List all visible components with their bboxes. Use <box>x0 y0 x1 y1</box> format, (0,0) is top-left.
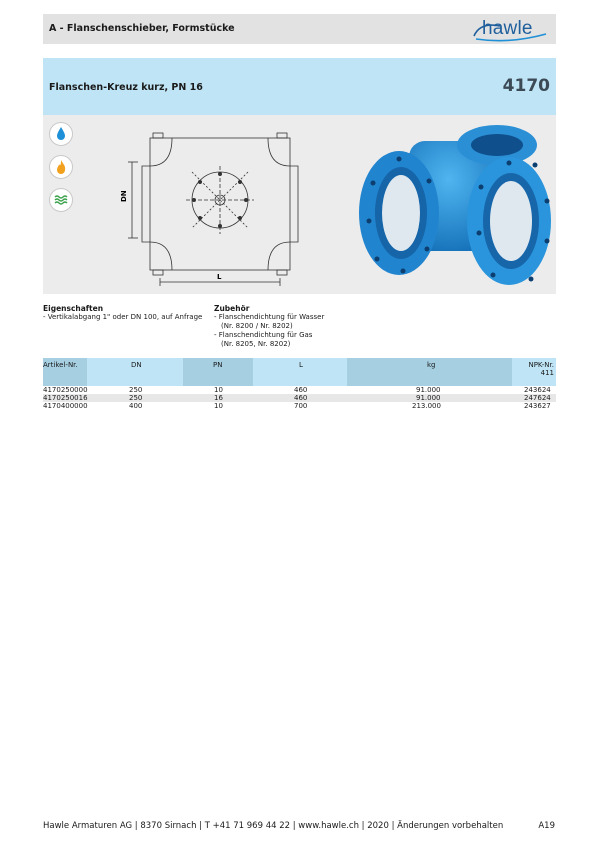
table-row: 4170250016 250 16 460 91.000 247624 <box>43 394 556 402</box>
product-bar <box>43 58 556 115</box>
wave-icon <box>49 188 73 212</box>
zubehoer-item: (Nr. 8200 / Nr. 8202) <box>221 322 293 330</box>
header-kg: kg <box>347 358 512 386</box>
eigenschaften-item: - Vertikalabgang 1" oder DN 100, auf Anfrage <box>43 313 203 321</box>
zubehoer-item: - Flanschendichtung für Wasser <box>214 313 325 321</box>
eigenschaften-title: Eigenschaften <box>43 304 104 313</box>
hawle-logo <box>470 16 550 42</box>
section-title: A - Flanschenschieber, Formstücke <box>49 23 235 34</box>
product-number: 4170 <box>502 76 550 96</box>
zubehoer-item: (Nr. 8205, Nr. 8202) <box>221 340 291 348</box>
zubehoer-item: - Flanschendichtung für Gas <box>214 331 313 339</box>
header-dn: DN <box>131 361 142 369</box>
zubehoer-title: Zubehör <box>214 304 250 313</box>
footer-text: Hawle Armaturen AG | 8370 Sirnach | T +41 71 969 44 22 | www.hawle.ch | 2020 | Änderungen vorbehalten <box>43 821 504 831</box>
header-npk-nr: NPK-Nr. 411 <box>528 361 554 377</box>
table-row: 4170400000 400 10 700 213.000 243627 <box>43 402 551 410</box>
table-header <box>43 358 556 386</box>
product-photo <box>359 121 555 287</box>
header-artikel-nr: Artikel-Nr. <box>43 358 87 386</box>
dim-l-label: L <box>217 273 222 281</box>
header-l: L <box>299 361 303 369</box>
flame-icon <box>49 155 73 179</box>
section-header <box>43 14 556 44</box>
page-number: A19 <box>538 821 555 831</box>
table-row: 4170250000 250 10 460 91.000 243624 <box>43 386 551 394</box>
technical-drawing <box>120 118 320 290</box>
dim-dn-label: DN <box>120 190 128 202</box>
logo-text: hawle <box>482 18 533 39</box>
water-drop-icon <box>49 122 73 146</box>
header-pn: PN <box>183 358 253 386</box>
product-name: Flanschen-Kreuz kurz, PN 16 <box>49 82 203 93</box>
product-image-area <box>43 115 556 294</box>
